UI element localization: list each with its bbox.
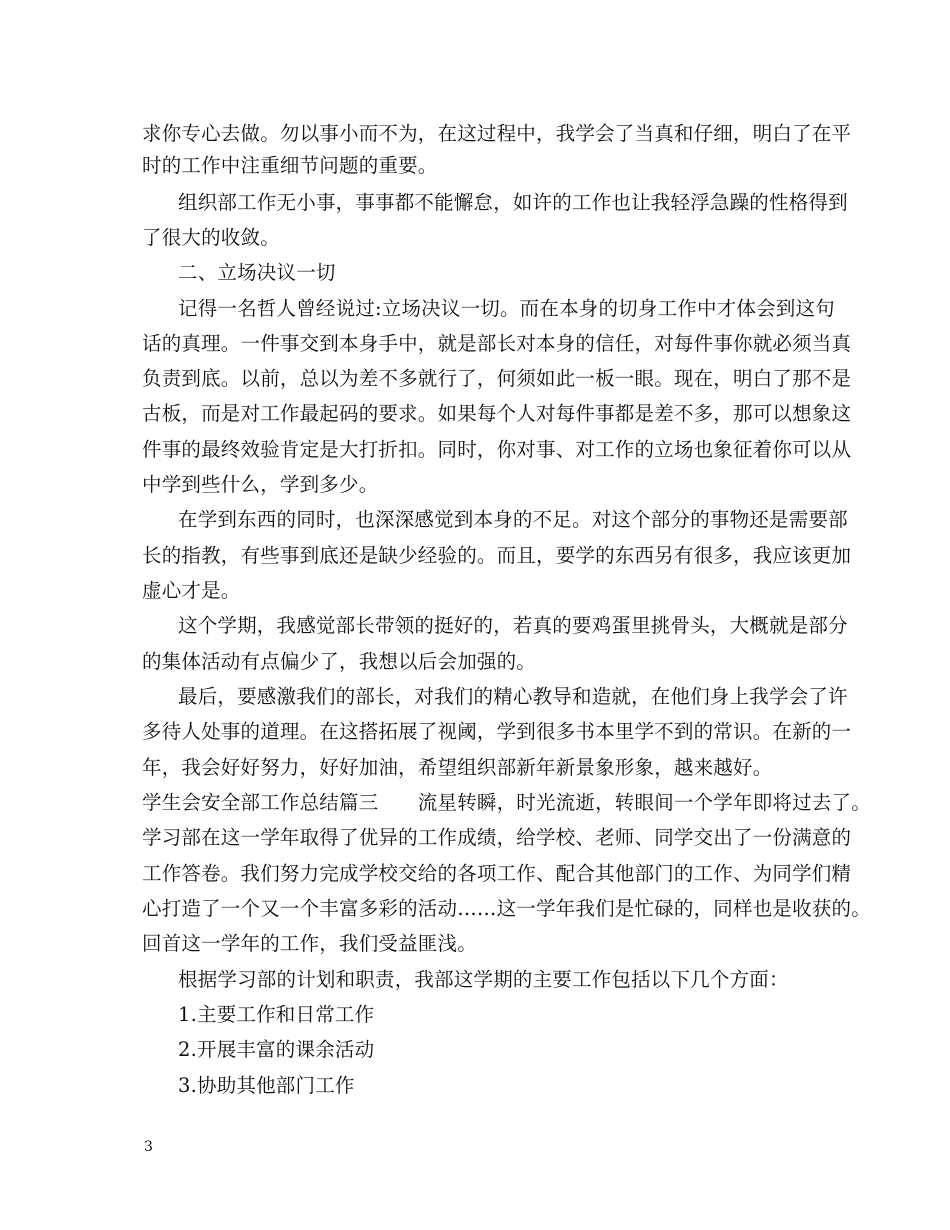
body-text-line: 最后，要感激我们的部长，对我们的精心教导和造就，在他们身上我学会了许 [178, 685, 848, 708]
body-text-line: 了很大的收敛。 [142, 226, 280, 249]
article-title-line: 学生会安全部工作总结篇三 流星转瞬，时光流逝，转眼间一个学年即将过去了。 [142, 791, 871, 814]
body-text-line: 回首这一学年的工作，我们受益匪浅。 [142, 932, 477, 955]
body-text-line: 求你专心去做。勿以事小而不为，在这过程中，我学会了当真和仔细，明白了在平 [142, 122, 852, 145]
body-text-line: 虚心才是。 [142, 579, 241, 602]
section-heading: 二、立场决议一切 [178, 261, 336, 284]
body-text-line: 负责到底。以前，总以为差不多就行了，何须如此一板一眼。现在，明白了那不是 [142, 367, 852, 390]
body-text-line: 中学到些什么，学到多少。 [142, 473, 379, 496]
body-text-line: 多待人处事的道理。在这搭拓展了视阈，学到很多书本里学不到的常识。在新的一 [142, 720, 852, 743]
body-text-line: 记得一名哲人曾经说过:立场决议一切。而在本身的切身工作中才体会到这句 [178, 297, 835, 320]
body-text-line: 时的工作中注重细节问题的重要。 [142, 154, 438, 177]
body-text-line: 组织部工作无小事，事事都不能懈怠，如许的工作也让我轻浮急躁的性格得到 [178, 191, 848, 214]
list-item: 1.主要工作和日常工作 [178, 1003, 375, 1026]
body-text-line: 这个学期，我感觉部长带领的挺好的，若真的要鸡蛋里挑骨头，大概就是部分 [178, 614, 848, 637]
body-text-line: 在学到东西的同时，也深深感觉到本身的不足。对这个部分的事物还是需要部 [178, 508, 848, 531]
body-text-line: 年，我会好好努力，好好加油，希望组织部新年新景象形象，越来越好。 [142, 756, 773, 779]
body-text-line: 根据学习部的计划和职责，我部这学期的主要工作包括以下几个方面： [178, 968, 789, 991]
body-text-line: 长的指教，有些事到底还是缺少经验的。而且，要学的东西另有很多，我应该更加 [142, 544, 852, 567]
page-number: 3 [144, 1139, 153, 1155]
body-text-line: 件事的最终效验肯定是大打折扣。同时，你对事、对工作的立场也象征着你可以从 [142, 438, 852, 461]
list-item: 3.协助其他部门工作 [178, 1074, 355, 1097]
body-text-line: 工作答卷。我们努力完成学校交给的各项工作、配合其他部门的工作、为同学们精 [142, 862, 852, 885]
body-text-line: 的集体活动有点偏少了，我想以后会加强的。 [142, 650, 537, 673]
body-text-line: 学习部在这一学年取得了优异的工作成绩，给学校、老师、同学交出了一份满意的 [142, 826, 852, 849]
body-text-line: 古板，而是对工作最起码的要求。如果每个人对每件事都是差不多，那可以想象这 [142, 402, 852, 425]
body-text-line: 心打造了一个又一个丰富多彩的活动……这一学年我们是忙碌的，同样也是收获的。 [142, 897, 871, 920]
list-item: 2.开展丰富的课余活动 [178, 1038, 375, 1061]
body-text-line: 话的真理。一件事交到本身手中，就是部长对本身的信任，对每件事你就必须当真 [142, 332, 852, 355]
